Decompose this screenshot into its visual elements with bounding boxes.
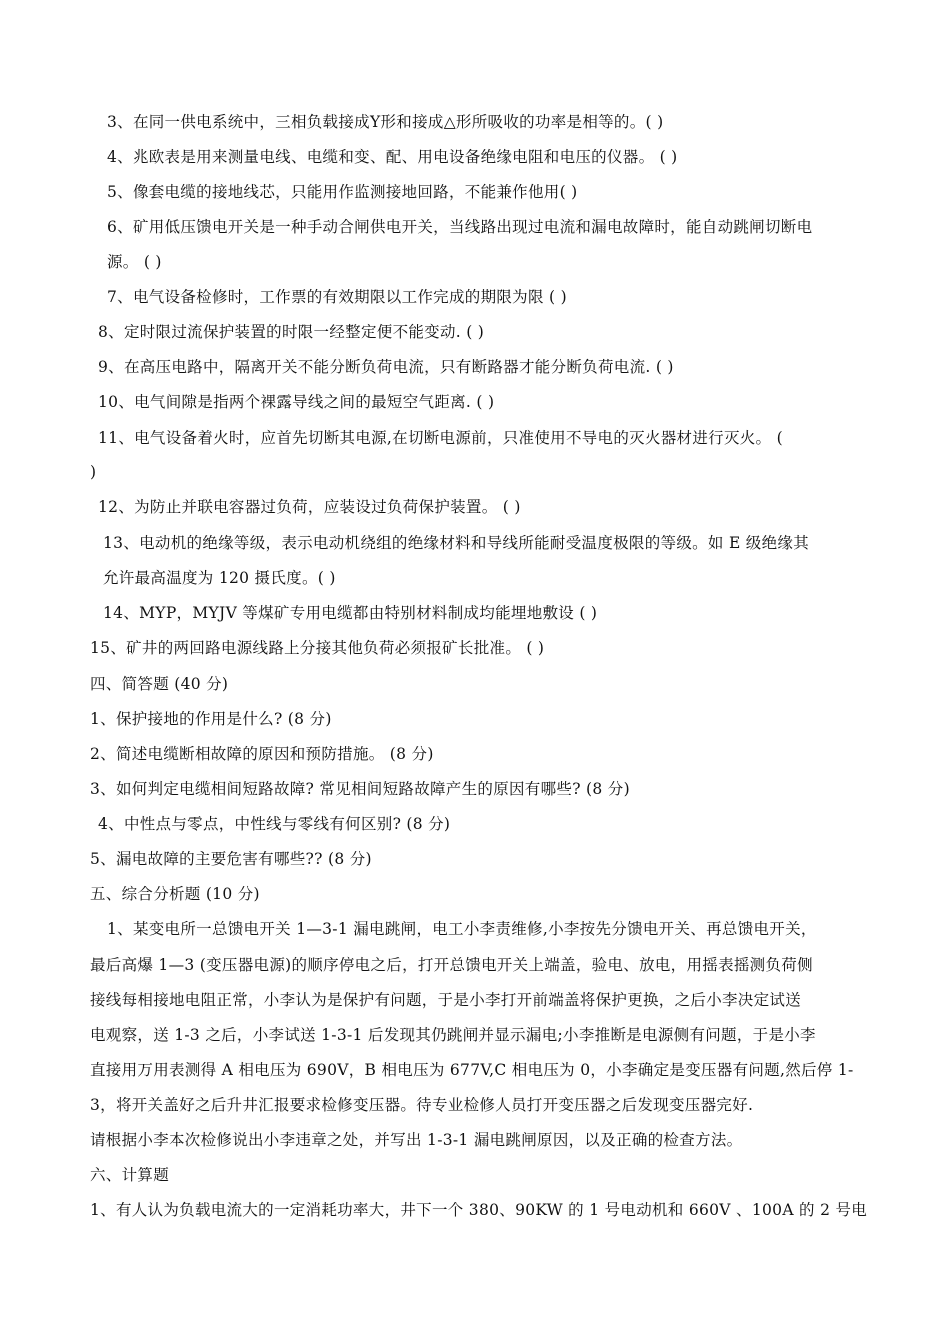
question-sa-1: 1、保护接地的作用是什么? (8 分) <box>90 710 332 728</box>
question-sa-2: 2、简述电缆断相故障的原因和预防措施。 (8 分) <box>90 745 434 763</box>
question-tf-10: 10、电气间隙是指两个裸露导线之间的最短空气距离. ( ) <box>98 393 495 411</box>
question-tf-9: 9、在高压电路中，隔离开关不能分断负荷电流，只有断路器才能分断负荷电流. ( ) <box>98 358 674 376</box>
question-tf-5: 5、像套电缆的接地线芯，只能用作监测接地回路，不能兼作他用( ) <box>107 183 578 201</box>
analysis-paragraph-line6: 3，将开关盖好之后升井汇报要求检修变压器。待专业检修人员打开变压器之后发现变压器完好. <box>90 1096 754 1114</box>
analysis-paragraph-line3: 接线每相接地电阻正常，小李认为是保护有问题，于是小李打开前端盖将保护更换，之后小李决定试送 <box>90 991 802 1009</box>
question-tf-11-line1: 11、电气设备着火时，应首先切断其电源,在切断电源前，只准使用不导电的灭火器材进行灭火。 ( <box>98 429 783 447</box>
question-tf-6-line1: 6、矿用低压馈电开关是一种手动合闸供电开关，当线路出现过电流和漏电故障时，能自动跳闸切断电 <box>107 218 813 236</box>
question-sa-3: 3、如何判定电缆相间短路故障? 常见相间短路故障产生的原因有哪些? (8 分) <box>90 780 630 798</box>
question-tf-14: 14、MYP，MYJV 等煤矿专用电缆都由特别材料制成均能埋地敷设 ( ) <box>103 604 598 622</box>
question-tf-6-line2: 源。 ( ) <box>107 253 162 271</box>
analysis-instruction: 请根据小李本次检修说出小李违章之处，并写出 1-3-1 漏电跳闸原因，以及正确的检查方法。 <box>90 1131 743 1149</box>
question-tf-7: 7、电气设备检修时，工作票的有效期限以工作完成的期限为限 ( ) <box>107 288 567 306</box>
question-tf-13-line2: 允许最高温度为 120 摄氏度。( ) <box>103 569 336 587</box>
question-sa-4: 4、中性点与零点，中性线与零线有何区别? (8 分) <box>98 815 451 833</box>
question-tf-12: 12、为防止并联电容器过负荷，应装设过负荷保护装置。 ( ) <box>98 498 521 516</box>
question-calc-1: 1、有人认为负载电流大的一定消耗功率大，井下一个 380、90KW 的 1 号电动机和 660V 、100A 的 2 号电 <box>90 1201 868 1219</box>
section-heading-analysis: 五、综合分析题 (10 分) <box>90 885 260 903</box>
question-sa-5: 5、漏电故障的主要危害有哪些?? (8 分) <box>90 850 372 868</box>
analysis-paragraph-line2: 最后高爆 1—3 (变压器电源)的顺序停电之后，打开总馈电开关上端盖，验电、放电，用摇表摇测负荷侧 <box>90 956 813 974</box>
question-tf-15: 15、矿井的两回路电源线路上分接其他负荷必须报矿长批准。 ( ) <box>90 639 545 657</box>
section-heading-short-answer: 四、简答题 (40 分) <box>90 675 229 693</box>
question-tf-8: 8、定时限过流保护装置的时限一经整定便不能变动. ( ) <box>98 323 485 341</box>
analysis-paragraph-line1: 1、某变电所一总馈电开关 1—3-1 漏电跳闸，电工小李责维修,小李按先分馈电开关、再总馈电开关， <box>107 920 817 938</box>
analysis-paragraph-line5: 直接用万用表测得 A 相电压为 690V，B 相电压为 677V,C 相电压为 0，小李确定是变压器有问题,然后停 1- <box>90 1061 854 1079</box>
question-tf-4: 4、兆欧表是用来测量电线、电缆和变、配、用电设备绝缘电阻和电压的仪器。 ( ) <box>107 148 678 166</box>
question-tf-13-line1: 13、电动机的绝缘等级，表示电动机绕组的绝缘材料和导线所能耐受温度极限的等级。如 E 级绝缘其 <box>103 534 809 552</box>
section-heading-calculation: 六、计算题 <box>90 1166 170 1184</box>
question-tf-3: 3、在同一供电系统中，三相负载接成Y形和接成△形所吸收的功率是相等的。( ) <box>107 113 664 131</box>
analysis-paragraph-line4: 电观察，送 1-3 之后，小李试送 1-3-1 后发现其仍跳闸并显示漏电;小李推断是电源侧有问题，于是小李 <box>90 1026 816 1044</box>
question-tf-11-line2: ) <box>90 463 97 481</box>
